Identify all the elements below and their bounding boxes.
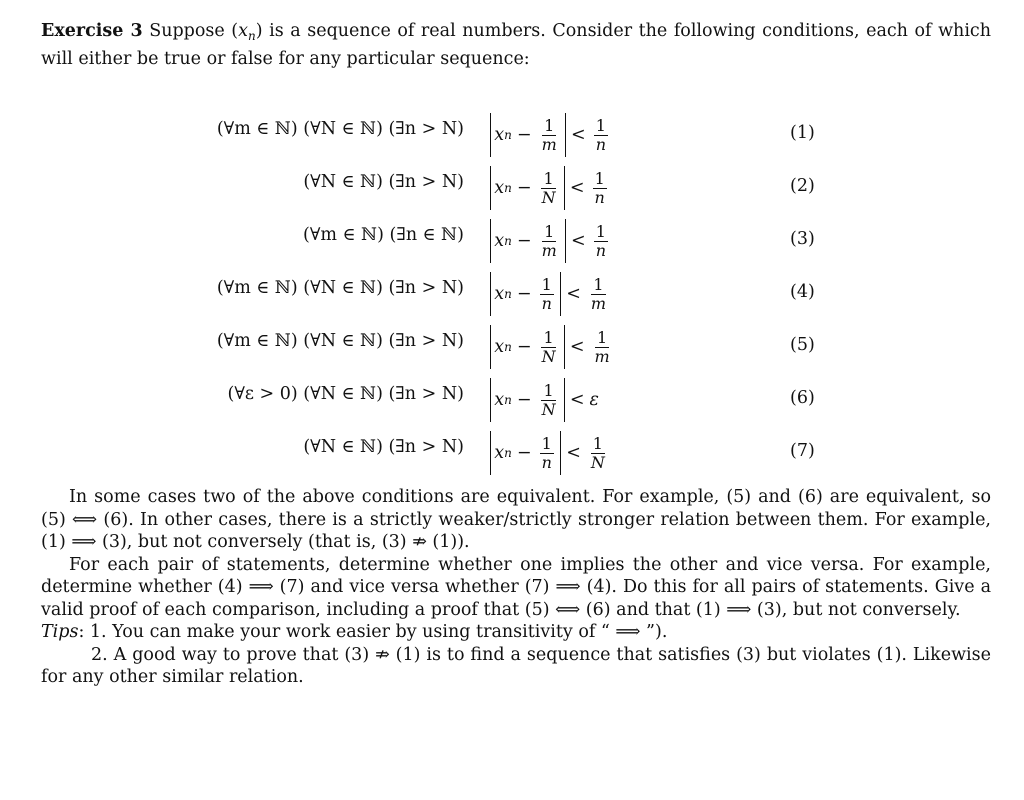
rhs-denominator: m [590, 293, 607, 313]
rhs-denominator: m [594, 346, 610, 366]
x-sub: n [504, 393, 512, 407]
inner-numerator: 1 [543, 380, 554, 400]
paragraph-tips [41, 621, 991, 644]
condition-row [41, 110, 991, 163]
x-var: x [494, 125, 505, 145]
inner-numerator: 1 [543, 327, 554, 347]
condition-expression [490, 322, 615, 372]
paragraph-equivalence: In some cases two of the above conditions are equivalent. For example, (5) and (6) are equivalent, so (5) ⟺ (6). In other cases, there is a strictly weaker/strictly stronger relation between them. For example, (1) ⟹ (3), but not conversely (that is, (3) ⇏ (1)). [41, 487, 991, 552]
intro-text-a: Suppose ( [149, 21, 239, 41]
abs-inner [491, 170, 563, 207]
condition-expression [490, 110, 611, 160]
abs-inner [491, 276, 560, 313]
x-sub: n [504, 446, 512, 460]
condition-expression [490, 375, 599, 425]
condition-row [41, 375, 991, 428]
condition-row [41, 163, 991, 216]
x-sub: n [504, 340, 512, 354]
inner-numerator: 1 [544, 115, 555, 135]
conditions-list [41, 110, 991, 481]
condition-expression [490, 428, 610, 478]
inner-numerator: 1 [544, 221, 555, 241]
inner-fraction [540, 117, 559, 154]
condition-tag: (3) [790, 229, 815, 249]
abs-bar-right [564, 166, 565, 210]
rhs-numerator: 1 [592, 433, 603, 453]
abs-inner [491, 435, 560, 472]
rhs-denominator: N [590, 452, 605, 472]
minus-sign: − [516, 125, 532, 145]
less-than-sign: < [569, 337, 585, 357]
inner-fraction [540, 435, 554, 472]
less-than-sign: < [571, 231, 586, 251]
x-var: x [494, 443, 505, 463]
x-sub: n [504, 181, 512, 195]
rhs-denominator: n [594, 187, 605, 207]
x-var: x [494, 284, 505, 304]
minus-sign: − [516, 284, 532, 304]
condition-expression [490, 269, 611, 319]
less-than-sign: < [571, 125, 586, 145]
condition-expression [490, 163, 610, 213]
x-var: x [494, 231, 505, 251]
quantifiers: (∀m ∈ ℕ) (∃n ∈ ℕ) [303, 225, 464, 245]
minus-sign: − [516, 390, 532, 410]
x-sub: n [504, 128, 512, 142]
inner-denominator: N [541, 187, 556, 207]
rhs-fraction [589, 276, 608, 313]
condition-tag: (4) [790, 282, 815, 302]
paragraph-instructions: For each pair of statements, determine whether one implies the other and vice versa. For example, determine whether (4) ⟹ (7) and vice versa whether (7) ⟹ (4). Do this for all pairs of statements. Give a valid proof of each comparison, including a proof that (5) ⟺ (6) and that (1) ⟹ (3), but not conversely. [41, 554, 991, 620]
quantifiers: (∀m ∈ ℕ) (∀N ∈ ℕ) (∃n > N) [216, 278, 464, 298]
abs-bar-right [564, 325, 565, 369]
quantifiers: (∀m ∈ ℕ) (∀N ∈ ℕ) (∃n > N) [216, 119, 464, 139]
rhs-epsilon: ε [589, 390, 599, 410]
abs-bar-right [565, 113, 566, 157]
rhs-denominator: n [595, 240, 607, 260]
abs-inner [491, 382, 563, 419]
exercise-page [41, 20, 991, 687]
abs-inner [491, 117, 564, 154]
condition-row [41, 216, 991, 269]
less-than-sign: < [566, 443, 581, 463]
x-var: x [494, 390, 505, 410]
tips-label: Tips [41, 622, 79, 642]
inner-numerator: 1 [541, 274, 552, 294]
abs-inner [491, 329, 563, 366]
rhs-fraction [593, 170, 607, 207]
abs-bar-right [565, 219, 566, 263]
rhs-fraction [594, 117, 608, 154]
x-var: x [494, 337, 505, 357]
inner-numerator: 1 [543, 168, 554, 188]
abs-bar-right [560, 272, 561, 316]
abs-bar-right [560, 431, 561, 475]
condition-row [41, 322, 991, 375]
rhs-numerator: 1 [593, 274, 604, 294]
inner-denominator: m [541, 134, 557, 154]
x-sub: n [504, 234, 512, 248]
less-than-sign: < [569, 390, 585, 410]
rhs-numerator: 1 [595, 221, 606, 241]
intro-var: x [238, 21, 249, 41]
condition-row [41, 269, 991, 322]
condition-tag: (2) [790, 176, 815, 196]
inner-fraction [540, 329, 558, 366]
intro-text-b: ) is a sequence of real numbers. Consider the following conditions, each of which will either be true or false for any particular sequence: [41, 21, 991, 69]
inner-fraction [540, 382, 558, 419]
minus-sign: − [516, 231, 532, 251]
condition-tag: (1) [790, 123, 815, 143]
inner-denominator: N [541, 346, 556, 366]
inner-fraction [540, 276, 554, 313]
rhs-numerator: 1 [597, 327, 608, 347]
inner-numerator: 1 [541, 433, 552, 453]
less-than-sign: < [566, 284, 581, 304]
minus-sign: − [516, 337, 532, 357]
exercise-label: Exercise 3 [41, 21, 143, 41]
inner-denominator: m [541, 240, 557, 260]
quantifiers: (∀N ∈ ℕ) (∃n > N) [303, 437, 464, 457]
condition-tag: (5) [790, 335, 815, 355]
quantifiers: (∀ε > 0) (∀N ∈ ℕ) (∃n > N) [227, 384, 464, 404]
tip-one: : 1. You can make your work easier by using transitivity of “ ⟹ ”). [78, 622, 668, 642]
condition-tag: (7) [790, 441, 815, 461]
x-var: x [494, 178, 505, 198]
inner-fraction [540, 223, 559, 260]
inner-denominator: n [541, 293, 552, 313]
abs-inner [491, 223, 564, 260]
rhs-denominator: n [595, 134, 607, 154]
inner-denominator: n [541, 452, 552, 472]
less-than-sign: < [569, 178, 585, 198]
rhs-numerator: 1 [595, 115, 606, 135]
condition-expression [490, 216, 611, 266]
intro-sub: n [248, 29, 256, 43]
exercise-body [41, 486, 991, 689]
inner-denominator: N [541, 399, 556, 419]
rhs-fraction [593, 329, 612, 366]
condition-row [41, 428, 991, 481]
rhs-fraction [589, 435, 607, 472]
rhs-fraction [594, 223, 608, 260]
rhs-numerator: 1 [594, 168, 605, 188]
quantifiers: (∀N ∈ ℕ) (∃n > N) [303, 172, 464, 192]
abs-bar-right [564, 378, 565, 422]
condition-tag: (6) [790, 388, 815, 408]
minus-sign: − [516, 178, 532, 198]
x-sub: n [504, 287, 512, 301]
tip-two: 2. A good way to prove that (3) ⇏ (1) is to find a sequence that satisfies (3) but violates (1). Likewise for any other similar relation. [41, 644, 991, 687]
exercise-intro [41, 20, 991, 71]
inner-fraction [540, 170, 558, 207]
quantifiers: (∀m ∈ ℕ) (∀N ∈ ℕ) (∃n > N) [216, 331, 464, 351]
minus-sign: − [516, 443, 532, 463]
